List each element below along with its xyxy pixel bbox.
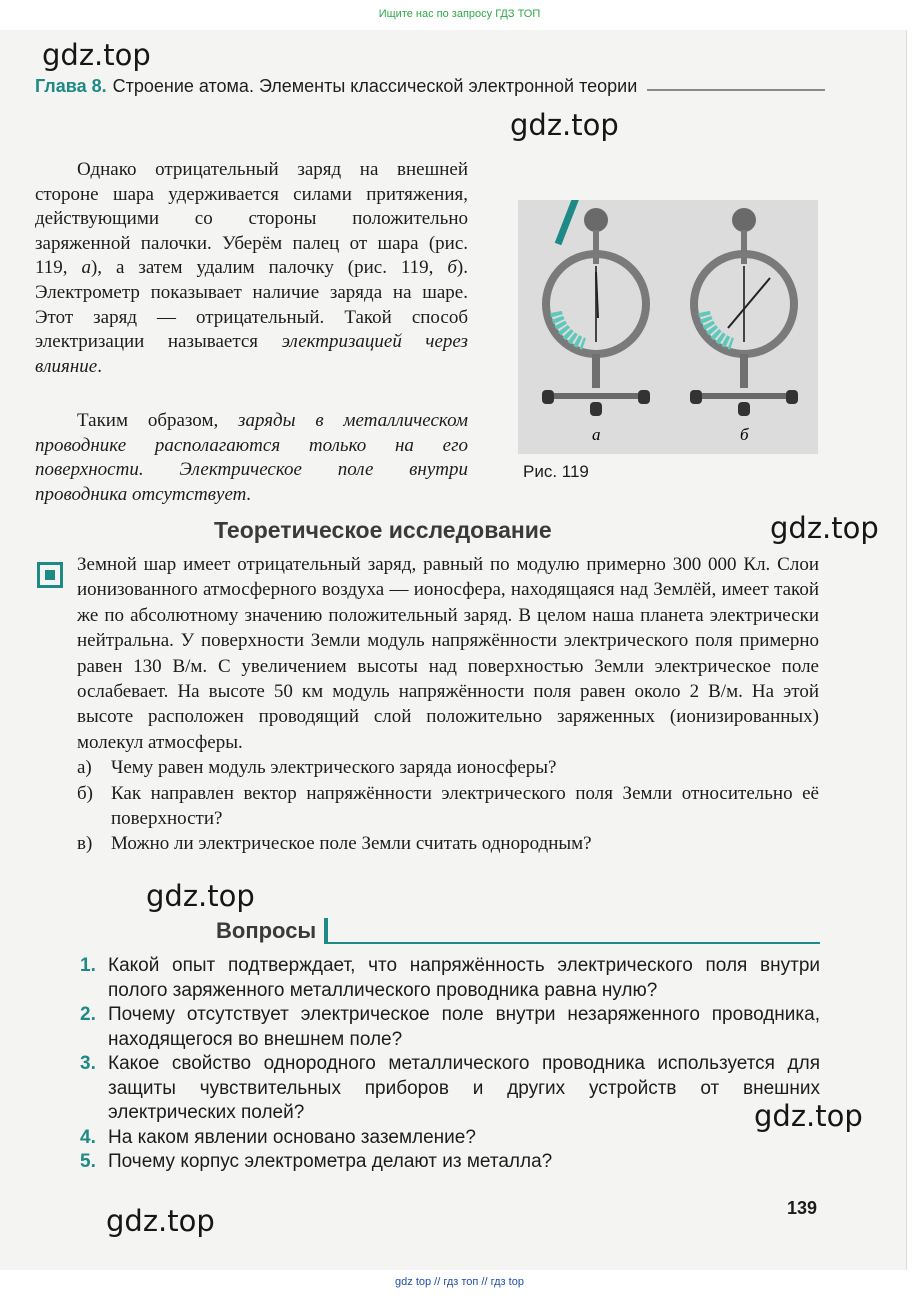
question-text: Какой опыт подтверждает, что напряжённость электрического поля внутри полого заряженного металлического проводника равна нулю? bbox=[108, 955, 820, 1001]
theory-question bbox=[77, 755, 819, 780]
header-rule bbox=[647, 89, 825, 91]
conclusion-italic: заряды в металлическом проводнике располагаются только на его поверхности. Электрическое поле внутри проводника отсутствует. bbox=[35, 410, 468, 505]
theory-question bbox=[77, 831, 819, 856]
watermark: gdz.top bbox=[770, 511, 879, 545]
task-icon bbox=[37, 562, 63, 588]
theory-question bbox=[77, 781, 819, 832]
figure-119 bbox=[518, 200, 818, 454]
text-run: Таким образом, bbox=[77, 410, 239, 431]
watermark: gdz.top bbox=[754, 1099, 863, 1133]
question-number: 2. bbox=[80, 1004, 96, 1025]
title-bar bbox=[324, 918, 328, 944]
chapter-title: Строение атома. Элементы классической электронной теории bbox=[112, 76, 638, 96]
text-run: . bbox=[97, 355, 102, 377]
question-label: в) bbox=[77, 833, 93, 855]
conclusion-paragraph bbox=[35, 409, 468, 507]
watermark: gdz.top bbox=[146, 879, 255, 913]
figure-caption: Рис. 119 bbox=[523, 462, 589, 481]
questions-section-title bbox=[216, 918, 820, 944]
watermark: gdz.top bbox=[510, 108, 619, 142]
watermark: gdz.top bbox=[106, 1204, 215, 1238]
electrometer-b bbox=[690, 208, 798, 416]
question-label: б) bbox=[77, 782, 93, 804]
question-label: а) bbox=[77, 757, 92, 779]
question-text: Почему отсутствует электрическое поле внутри незаряженного проводника, находящегося во внешнем поле? bbox=[108, 1004, 820, 1050]
question-number: 3. bbox=[80, 1053, 96, 1074]
chapter-number: Глава 8. bbox=[35, 76, 107, 96]
intro-paragraph bbox=[35, 158, 468, 379]
questions-title-text: Вопросы bbox=[216, 918, 317, 943]
top-banner[interactable]: Ищите нас по запросу ГДЗ ТОП bbox=[378, 8, 541, 20]
question-item bbox=[80, 1126, 820, 1151]
question-number: 4. bbox=[80, 1126, 96, 1148]
theory-task bbox=[77, 552, 819, 857]
theory-body: Земной шар имеет отрицательный заряд, равный по модулю примерно 300 000 Кл. Слои ионизованного атмосферного воздуха — ионосфера, находящаяся над Землёй, имеет такой же по абсолютному значению положительный заряд. В целом наша планета электрически нейтральна. У поверхности Земли модуль напряжённости электрического поля примерно равен 130 В/м. С увеличением высоты над поверхностью Земли электрическое поле ослабевает. На высоте 50 км модуль напряжённости поля равен около 2 В/м. На этой высоте расположен проводящий слой положительно заряженных (ионизированных) молекул атмосферы. bbox=[77, 554, 819, 753]
question-number: 1. bbox=[80, 955, 96, 976]
title-line bbox=[328, 942, 820, 944]
page-number: 139 bbox=[787, 1198, 818, 1218]
question-text: Почему корпус электрометра делают из металла? bbox=[108, 1151, 553, 1172]
chapter-header bbox=[35, 76, 825, 97]
figure-label-b: б bbox=[740, 425, 749, 444]
question-number: 5. bbox=[80, 1151, 96, 1172]
question-text: Как направлен вектор напряжённости электрического поля Земли относительно её поверхности? bbox=[111, 782, 819, 830]
question-item bbox=[80, 1150, 820, 1175]
text-run: ). Электрометр показывает наличие заряда на шаре. Этот заряд — отрицательный. Такой способ электризации называется bbox=[35, 257, 468, 353]
footer-links[interactable]: gdz top // гдз топ // гдз top bbox=[395, 1276, 524, 1288]
text-run: Однако отрицательный заряд на внешней стороне шара удерживается силами притяжения, действующими со стороны положительно заряженной палочки. Уберём палец от шара (рис. 119, bbox=[35, 159, 468, 279]
figure-label-a: а bbox=[592, 425, 601, 444]
charged-rod bbox=[558, 200, 586, 244]
text-run: ), а затем удалим палочку (рис. 119, bbox=[90, 257, 448, 279]
text-run: б bbox=[447, 257, 457, 279]
question-text: На каком явлении основано заземление? bbox=[108, 1126, 476, 1148]
question-text: Какое свойство однородного металлического проводника используется для защиты чувствительных приборов и других устройств от внешних электрических полей? bbox=[108, 1053, 820, 1123]
question-item bbox=[80, 1052, 820, 1126]
questions-list bbox=[80, 954, 820, 1175]
watermark: gdz.top bbox=[42, 38, 151, 72]
question-item bbox=[80, 954, 820, 1003]
term-italic: электризацией через влияние bbox=[35, 331, 468, 377]
electrometer-illustration bbox=[518, 200, 818, 454]
question-text: Можно ли электрическое поле Земли считать однородным? bbox=[111, 833, 592, 855]
theory-section-title: Теоретическое исследование bbox=[214, 517, 552, 543]
text-run: а bbox=[81, 257, 91, 279]
question-text: Чему равен модуль электрического заряда ионосферы? bbox=[111, 757, 557, 779]
question-item bbox=[80, 1003, 820, 1052]
